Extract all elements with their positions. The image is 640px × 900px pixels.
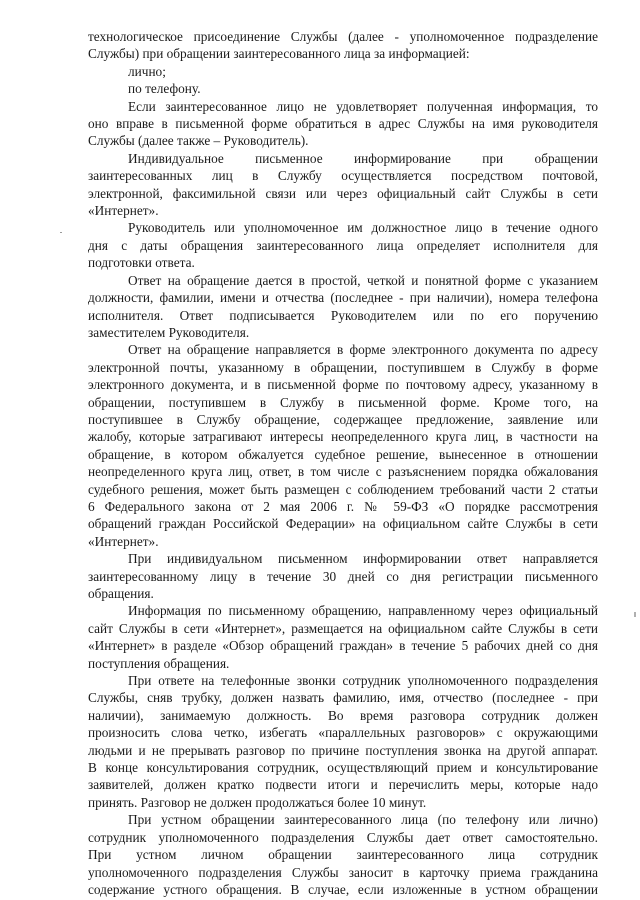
paragraph-first-line: Руководитель или уполномоченное им должностное лицо в течение одного: [128, 220, 598, 236]
text-line: поступившее в Службу обращение, содержащее предложение, заявление или: [88, 411, 598, 427]
text-line: сотрудник уполномоченного подразделения Службы дает ответ самостоятельно.: [88, 829, 598, 845]
paragraph-first-line: Ответ на обращение дается в простой, четкой и понятной форме с указанием: [128, 272, 598, 288]
paragraph-first-line: При индивидуальном письменном информировании ответ направляется: [128, 551, 598, 567]
text-line: наличии), занимаемую должность. Во время разговора сотрудник должен: [88, 707, 598, 723]
text-line: обращение, в котором обжалуется судебное решение, вынесенное в отношении: [88, 446, 598, 462]
list-item: лично;: [128, 63, 166, 79]
text-line: неопределенного круга лиц, ответ, в том числе с разъяснением порядка обжалования: [88, 464, 598, 480]
text-line: должности, фамилии, имени и отчества (последнее - при наличии), номера телефона: [88, 290, 598, 306]
text-line: «Интернет».: [88, 203, 159, 219]
text-line: заинтересованных лиц в Службу осуществляется посредством почтовой,: [88, 168, 598, 184]
text-line: принять. Разговор не должен продолжаться более 10 минут.: [88, 794, 427, 810]
list-item: по телефону.: [128, 81, 201, 97]
text-line: исполнителя. Ответ подписывается Руководителем или по его поручению: [88, 307, 598, 323]
text-line: При устном личном обращении заинтересованного лица сотрудник: [88, 847, 598, 863]
text-line: судебного решения, может быть размещен с соблюдением требований части 2 статьи: [88, 481, 598, 497]
text-line: поступления обращения.: [88, 655, 230, 671]
text-line: дня с даты обращения заинтересованного лица определяет исполнителя для: [88, 237, 598, 253]
text-line: В конце консультирования сотрудник, осуществляющий прием и консультирование: [88, 760, 598, 776]
text-line: заявителей, должен кратко подвести итоги и перечислить меры, которые надо: [88, 777, 598, 793]
text-line: уполномоченного подразделения Службы заносит в карточку приема гражданина: [88, 864, 598, 880]
text-line: электронной почты, указанному в обращении, поступившем в Службу в форме: [88, 359, 598, 375]
text-line: электронной, факсимильной связи или через официальный сайт Службы в сети: [88, 185, 598, 201]
text-line: подготовки ответа.: [88, 255, 195, 271]
scan-artifact: [634, 612, 636, 617]
text-line: электронного документа, и в письменной форме по почтовому адресу, указанному в: [88, 377, 598, 393]
scan-artifact: [60, 232, 62, 233]
text-line: обращений граждан Российской Федерации» на официальном сайте Службы в сети: [88, 516, 598, 532]
text-line: сайт Службы в сети «Интернет», размещается на официальном сайте Службы в сети: [88, 620, 598, 636]
paragraph-first-line: Ответ на обращение направляется в форме электронного документа по адресу: [128, 342, 598, 358]
text-line: произносить слова четко, избегать «параллельных разговоров» с окружающими: [88, 725, 598, 741]
text-line: «Интернет».: [88, 533, 159, 549]
paragraph-first-line: Информация по письменному обращению, направленному через официальный: [128, 603, 598, 619]
paragraph-first-line: Индивидуальное письменное информирование при обращении: [128, 150, 598, 166]
text-line: технологическое присоединение Службы (далее - уполномоченное подразделение: [88, 29, 598, 44]
text-line: заместителем Руководителя.: [88, 324, 250, 340]
text-line: Службы) при обращении заинтересованного лица за информацией:: [88, 46, 470, 62]
paragraph-first-line: При устном обращении заинтересованного лица (по телефону или лично): [128, 812, 598, 828]
paragraph-first-line: Если заинтересованное лицо не удовлетворяет полученная информация, то: [128, 98, 598, 114]
text-line: жалобу, которые затрагивают интересы неопределенного круга лиц, в частности на: [88, 429, 598, 445]
text-line: Службы, сняв трубку, должен назвать фамилию, имя, отчество (последнее - при: [88, 690, 598, 706]
text-line: заинтересованному лицу в течение 30 дней со дня регистрации письменного: [88, 568, 598, 584]
text-line: Службы (далее также – Руководитель).: [88, 133, 309, 149]
paragraph-first-line: При ответе на телефонные звонки сотрудник уполномоченного подразделения: [128, 673, 598, 689]
text-line: обращении, поступившем в Службу в письменной форме. Кроме того, на: [88, 394, 598, 410]
text-line: «Интернет» в разделе «Обзор обращений граждан» в течение 5 рабочих дней со дня: [88, 638, 598, 654]
text-line: людьми и не прерывать разговор по причине поступления звонка на другой аппарат.: [88, 742, 598, 758]
text-line: содержание устного обращения. В случае, если изложенные в устном обращении: [88, 881, 598, 897]
text-line: обращения.: [88, 586, 154, 601]
text-line: 6 Федерального закона от 2 мая 2006 г. № 59-ФЗ «О порядке рассмотрения: [88, 498, 598, 514]
text-line: оно вправе в письменной форме обратиться в адрес Службы на имя руководителя: [88, 116, 598, 132]
